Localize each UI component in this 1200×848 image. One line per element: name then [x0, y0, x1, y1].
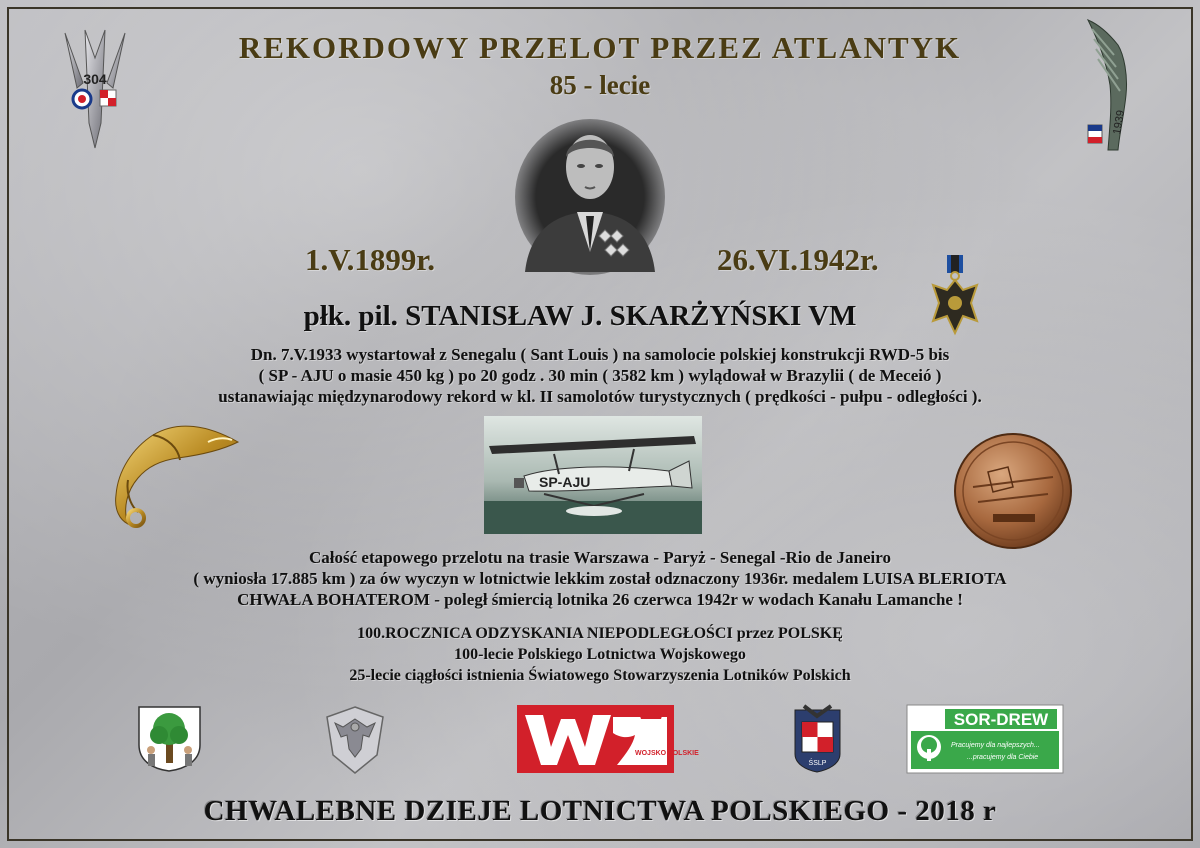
route-line: ( wyniosła 17.885 km ) za ów wyczyn w lotnictwie lekkim został odznaczony 1936r. medalem LUISA BLERIOTA [193, 569, 1007, 588]
sor-drew-name: SOR-DREW [953, 710, 1049, 729]
description-line: ( SP - AJU o masie 450 kg ) po 20 godz . 30 min ( 3582 km ) wylądował w Brazylii ( de Meceió ) [258, 366, 942, 385]
anniversary-line: 100-lecie Polskiego Lotnictwa Wojskowego [454, 646, 746, 663]
anniversary-line: 25-lecie ciągłości istnienia Światowego Stowarzyszenia Lotników Polskich [349, 667, 851, 684]
anniversary-line: 100.ROCZNICA ODZYSKANIA NIEPODLEGŁOŚCI przez POLSKĘ [357, 625, 843, 642]
sor-drew-logo [907, 705, 1063, 773]
person-name: płk. pil. STANISŁAW J. SKARŻYŃSKI VM [303, 300, 857, 332]
description-line: Dn. 7.V.1933 wystartował z Senegalu ( Sant Louis ) na samolocie polskiej konstrukcji RWD-5 bis [250, 345, 950, 364]
route-line: CHWAŁA BOHATEROM - poległ śmiercią lotnika 26 czerwca 1942r w wodach Kanału Lamanche ! [237, 590, 963, 609]
plaque-subtitle: 85 - lecie [549, 70, 651, 100]
plaque-footer: CHWALEBNE DZIEJE LOTNICTWA POLSKIEGO - 2018 r [203, 795, 997, 827]
flight-description [0, 344, 1200, 407]
feather-emblem-text: 1939 [1111, 109, 1128, 136]
rwd5-airplane-photo [484, 416, 702, 534]
birth-date: 1.V.1899r. [305, 242, 436, 277]
death-date: 26.VI.1942r. [717, 242, 879, 277]
sor-drew-tagline-2: ...pracujemy dla Ciebie [967, 754, 1039, 761]
anniversaries-list [0, 623, 1200, 686]
description-line: ustanawiając międzynarodowy rekord w kl. II samolotów turystycznych ( prędkości - pułpu - odległości ). [218, 387, 982, 406]
plaque-title: REKORDOWY PRZELOT PRZEZ ATLANTYK [238, 30, 962, 65]
wojsko-polskie-text: WOJSKO POLSKIE [635, 750, 699, 757]
sslp-text: ŚSLP [808, 760, 827, 767]
military-eagle-logo [325, 705, 385, 775]
plane-registration: SP-AJU [539, 474, 591, 490]
bleriot-medal [953, 432, 1073, 550]
wojsko-polskie-logo [517, 705, 699, 773]
sor-drew-tagline-1: Pracujemy dla najlepszych... [951, 742, 1040, 749]
squadron-number: 304 [83, 71, 107, 87]
route-line: Całość etapowego przelotu na trasie Warszawa - Paryż - Senegal -Rio de Janeiro [308, 548, 891, 567]
route-description [0, 547, 1200, 610]
city-coat-of-arms-logo [137, 705, 202, 773]
sslp-badge-logo [790, 702, 845, 774]
golden-eagle-badge [108, 420, 243, 530]
portrait-photo [515, 112, 665, 272]
